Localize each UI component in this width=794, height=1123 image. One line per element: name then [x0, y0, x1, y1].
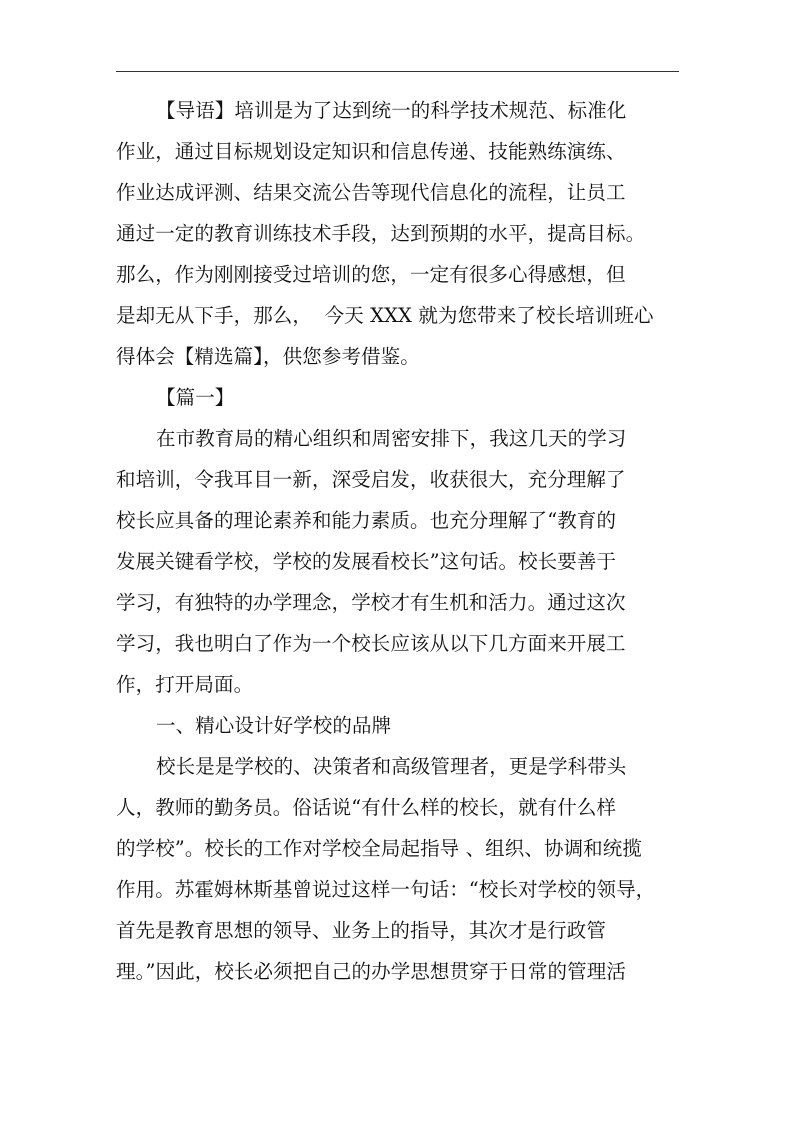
paragraph-line: 作用。苏霍姆林斯基曾说过这样一句话：“校长对学校的领导， — [116, 878, 656, 901]
paragraph-line: 首先是教育思想的领导、业务上的指导，其次才是行政管 — [116, 919, 607, 942]
section-line: 作，打开局面。 — [116, 673, 254, 696]
intro-line: 通过一定的教育训练技术手段，达到预期的水平，提高目标。 — [116, 222, 646, 245]
intro-line: 【导语】培训是为了达到统一的科学技术规范、标准化 — [156, 99, 627, 122]
section-line: 校长应具备的理论素养和能力素质。也充分理解了“教育的 — [116, 509, 617, 532]
intro-line: 作业达成评测、结果交流公告等现代信息化的流程，让员工 — [116, 181, 626, 204]
paragraph-line: 的学校”。校长的工作对学校全局起指导 、组织、协调和统揽 — [116, 837, 642, 860]
header-rule — [116, 71, 679, 72]
paragraph-line: 人，教师的勤务员。俗话说“有什么样的校长，就有什么样 — [116, 796, 617, 819]
paragraph-line: 校长是是学校的、决策者和高级管理者，更是学科带头 — [156, 755, 627, 778]
section-line: 在市教育局的精心组织和周密安排下，我这几天的学习 — [156, 427, 627, 450]
section-line: 发展关键看学校，学校的发展看校长”这句话。校长要善于 — [116, 550, 617, 573]
section-line: 学习，有独特的办学理念，学校才有生机和活力。通过这次 — [116, 591, 626, 614]
paragraph-line: 理。”因此，校长必须把自己的办学思想贯穿于日常的管理活 — [116, 960, 626, 983]
intro-line: 那么，作为刚刚接受过培训的您，一定有很多心得感想，但 — [116, 263, 626, 286]
subheading: 一、精心设计好学校的品牌 — [156, 714, 392, 737]
intro-line: 作业，通过目标规划设定知识和信息传递、技能熟练演练、 — [116, 140, 626, 163]
intro-line: 是却无从下手，那么， 今天 XXX 就为您带来了校长培训班心 — [116, 304, 654, 327]
section-line: 和培训，令我耳目一新，深受启发，收获很大，充分理解了 — [116, 468, 626, 491]
section-heading: 【篇一】 — [156, 386, 235, 409]
intro-line: 得体会【精选篇】，供您参考借鉴。 — [116, 345, 420, 368]
document-body — [116, 90, 682, 992]
section-line: 学习，我也明白了作为一个校长应该从以下几方面来开展工 — [116, 632, 626, 655]
